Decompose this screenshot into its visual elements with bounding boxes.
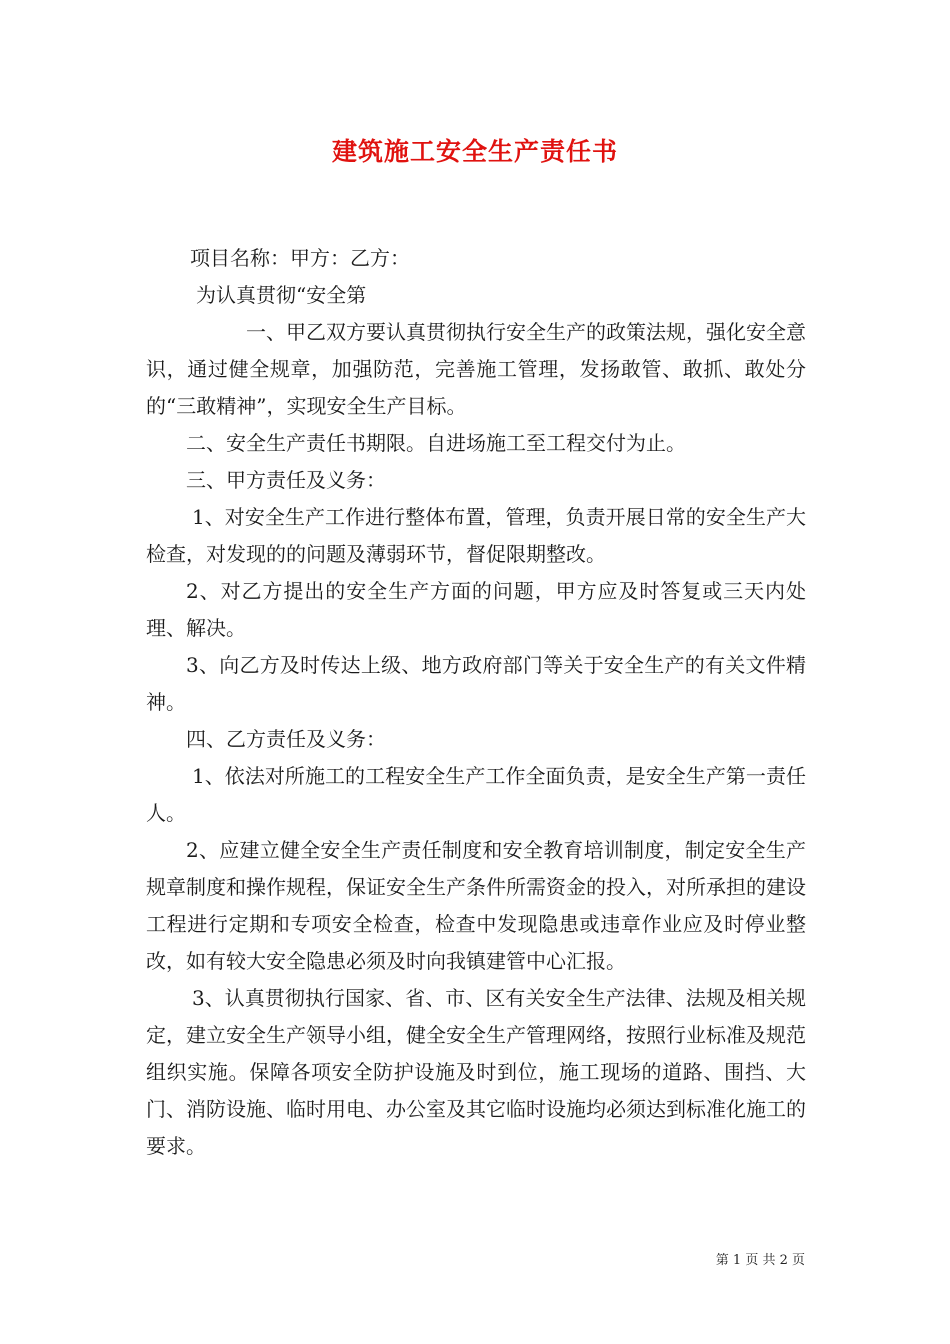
page-number: 第 1 页 共 2 页 <box>715 1253 805 1268</box>
paragraph-party-a-item-3: 3、向乙方及时传达上级、地方政府部门等关于安全生产的有关文件精神。 <box>146 653 806 714</box>
paragraph-section-2: 二、安全生产责任书期限。自进场施工至工程交付为止。 <box>186 431 686 455</box>
paragraph-section-3-heading: 三、甲方责任及义务： <box>186 468 386 492</box>
paragraph-preamble: 为认真贯彻“安全第 <box>196 283 367 307</box>
paragraph-party-b-item-1: 1、依法对所施工的工程安全生产工作全面负责，是安全生产第一责任人。 <box>146 764 806 825</box>
paragraph-party-b-item-2: 2、应建立健全安全生产责任制度和安全教育培训制度，制定安全生产规章制度和操作规程，保证安全生产条件所需资金的投入，对所承担的建设工程进行定期和专项安全检查，检查中发现隐患或违章作业应及时停业整改，如有较大安全隐患必须及时向我镇建管中心汇报。 <box>146 838 806 973</box>
paragraph-section-1: 一、甲乙双方要认真贯彻执行安全生产的政策法规，强化安全意识，通过健全规章，加强防范，完善施工管理，发扬敢管、敢抓、敢处分的“三敢精神”，实现安全生产目标。 <box>146 320 806 418</box>
paragraph-party-b-item-3: 3、认真贯彻执行国家、省、市、区有关安全生产法律、法规及相关规定，建立安全生产领导小组，健全安全生产管理网络，按照行业标准及规范组织实施。保障各项安全防护设施及时到位，施工现场的道路、围挡、大门、消防设施、临时用电、办公室及其它临时设施均必须达到标准化施工的要求。 <box>146 986 806 1158</box>
paragraph-party-a-item-2: 2、对乙方提出的安全生产方面的问题，甲方应及时答复或三天内处理、解决。 <box>146 579 806 640</box>
paragraph-project-info: 项目名称：甲方：乙方： <box>190 246 410 270</box>
document-title: 建筑施工安全生产责任书 <box>331 137 618 166</box>
paragraph-party-a-item-1: 1、对安全生产工作进行整体布置，管理，负责开展日常的安全生产大检查，对发现的的问题及薄弱环节，督促限期整改。 <box>146 505 806 566</box>
document-body <box>146 240 806 1165</box>
paragraph-section-4-heading: 四、乙方责任及义务： <box>186 727 386 751</box>
